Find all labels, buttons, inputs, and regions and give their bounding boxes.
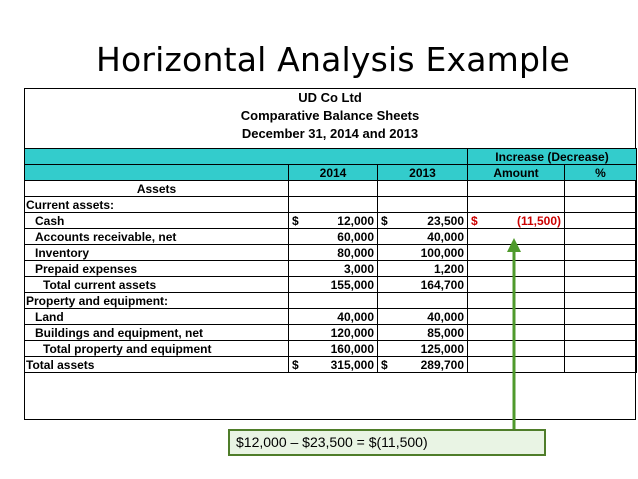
total-current-2013-value: 164,700 (378, 277, 468, 293)
slide-title: Horizontal Analysis Example (96, 40, 571, 79)
land-2014-value: 40,000 (289, 309, 378, 325)
total-assets-label: Total assets (25, 357, 289, 373)
prepaid-2014-value: 3,000 (289, 261, 378, 277)
company-name: UD Co Ltd (298, 90, 362, 105)
land-2013-value: 40,000 (378, 309, 468, 325)
statement-title: Comparative Balance Sheets (240, 108, 420, 123)
total-assets-2013-value: 289,700 (420, 357, 464, 372)
total-assets-2013-currency: $ (381, 357, 388, 372)
formula-callout: $12,000 – $23,500 = $(11,500) (228, 429, 546, 456)
cash-2014-currency: $ (292, 213, 299, 228)
total-ppe-label: Total property and equipment (25, 341, 289, 357)
total-assets-2014-value: 315,000 (330, 357, 374, 372)
increase-decrease-header: Increase (Decrease) (468, 149, 637, 165)
statement-period: December 31, 2014 and 2013 (241, 126, 419, 141)
col-2013-header: 2013 (378, 165, 468, 181)
buildings-2014-value: 120,000 (289, 325, 378, 341)
inventory-2013-value: 100,000 (378, 245, 468, 261)
land-label: Land (25, 309, 289, 325)
total-ppe-2014-value: 160,000 (289, 341, 378, 357)
cash-amount-value: (11,500) (516, 213, 561, 228)
cash-2013-value: 23,500 (427, 213, 464, 228)
inventory-label: Inventory (25, 245, 289, 261)
ar-2013-value: 40,000 (378, 229, 468, 245)
cash-2014-value: 12,000 (337, 213, 374, 228)
ppe-heading: Property and equipment: (25, 293, 289, 309)
col-pct-header: % (565, 165, 637, 181)
current-assets-heading: Current assets: (25, 197, 289, 213)
cash-2013-currency: $ (381, 213, 388, 228)
ar-2014-value: 60,000 (289, 229, 378, 245)
buildings-2013-value: 85,000 (378, 325, 468, 341)
total-current-label: Total current assets (25, 277, 289, 293)
prepaid-label: Prepaid expenses (25, 261, 289, 277)
total-current-2014-value: 155,000 (289, 277, 378, 293)
cash-label: Cash (25, 213, 289, 229)
cash-amount-currency: $ (471, 213, 478, 228)
arrow-head-icon (507, 238, 521, 252)
ar-label: Accounts receivable, net (25, 229, 289, 245)
col-amount-header: Amount (468, 165, 565, 181)
col-2014-header: 2014 (289, 165, 378, 181)
total-assets-2014-currency: $ (292, 357, 299, 372)
buildings-label: Buildings and equipment, net (25, 325, 289, 341)
inventory-2014-value: 80,000 (289, 245, 378, 261)
assets-heading: Assets (25, 181, 289, 197)
prepaid-2013-value: 1,200 (378, 261, 468, 277)
total-ppe-2013-value: 125,000 (378, 341, 468, 357)
